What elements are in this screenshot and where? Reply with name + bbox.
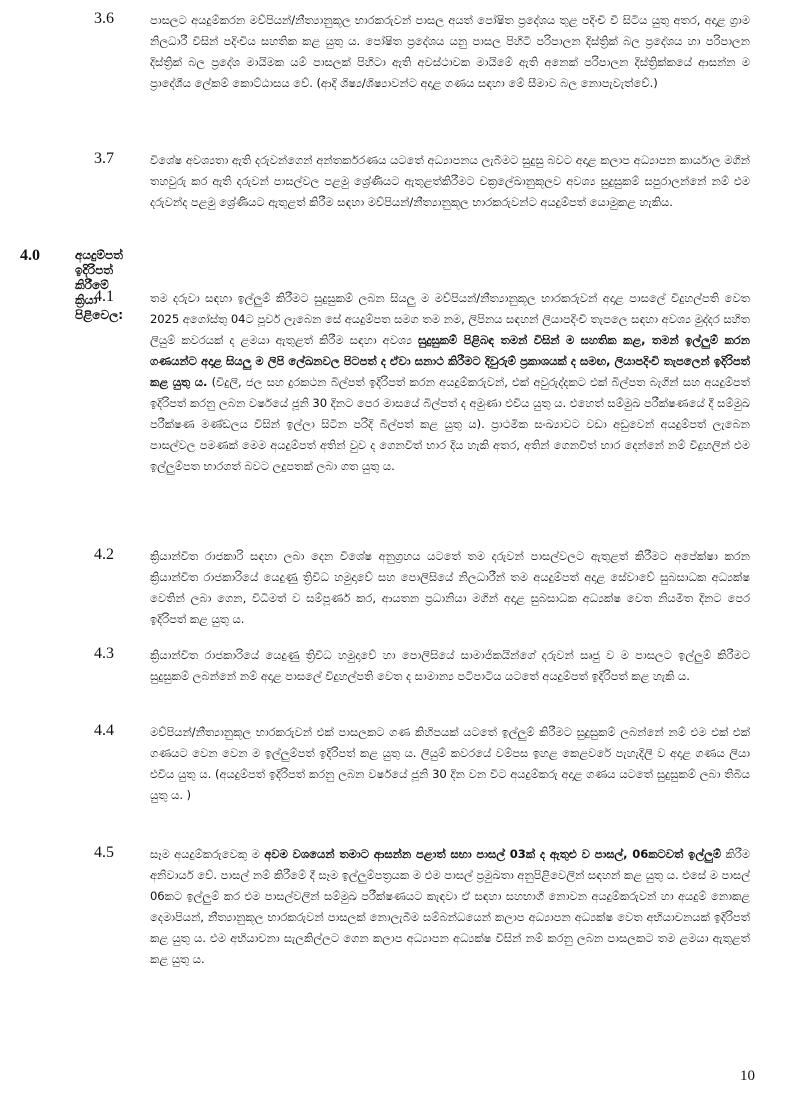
section-text: ක්‍රියාන්විත රාජකාරියේ යෙදුණු ත්‍රිවිධ හමුදාවේ හා පොලිසියේ සාමාජිකයින්ගේ දරුවන් සෘජු ව ම පාසලට ඉල්ලුම් කිරීමට සුදුසුකම් ලබන්නේ නම් අදාළ පාසලේ විදුහල්පති වෙත ද සාමාන්‍ය පටිපාටිය යටතේ අයදුම්පත් ඉදිරිපත් කළ හැකි ය.	[150, 648, 750, 683]
section-number: 4.1	[94, 288, 114, 305]
section-number: 4.3	[94, 645, 114, 662]
section-text: විශේෂ අවශ්‍යතා ඇති දරුවන්ගෙන් අන්තර්කරණය යටතේ අධ්‍යාපනය ලැබීමට සුදුසු බවට අදාළ කලාප අධ්‍යාපන කාර්යාල මගින් තහවුරු කර ඇති දරුවන් පාසල්වල පළමු ශ්‍රේණියට ඇතුළත්කිරීමට චක්‍රලේඛානුකූලව අවශ්‍ය සුදුසුකම් සපුරාලන්නේ නම් එම දරුවන්ද පළමු ශ්‍රේණියට ඇතුළත් කිරීම සඳහා මව්පියන්/නීත්‍යානුකූල භාරකරුවන්ට අයදුම්පත් යොමුකළ හැකිය.	[150, 153, 750, 209]
text-part: කිරීම අනිවාර්ය වේ. පාසල් නම් කිරීමේ දී සෑම ඉල්ලුම්පත්‍රයක ම එම පාසල් ප්‍රමුඛතා අනුපිළිවෙලින් සඳහන් කළ යුතු ය. එසේ ම පාසල් 06කට ඉල්ලුම් කර එම පාසල්වලින් සම්මුඛ පරීක්ෂණයට කැඳවා ඒ සඳහා සහභාගී නොවන අයදුම්කරුවන් හා අයදුම් නොකළ දෙමාපියන්, නීත්‍යානුකූල භාරකරුවන් පාසලක් නොලැබීම සම්බන්ධයෙන් කලාප අධ්‍යාපන අධ්‍යක්ෂ වෙත අභියාචනයක් ඉදිරිපත් කළ යුතු ය. එම අභියාචනා සැලකිල්ලට ගෙන කලාප අධ්‍යාපන අධ්‍යක්ෂ විසින් නම් කරනු ලබන පාසලකට තම ළමයා ඇතුළත් කළ යුතු ය.	[150, 847, 750, 966]
section-text: මව්පියන්/නීත්‍යානුකූල භාරකරුවන් එක් පාසලකට ගණ කිහිපයක් යටතේ ඉල්ලුම් කිරීමට සුදුසුකම් ලබන්නේ නම් එම එක් එක් ගණයට වෙන වෙන ම ඉල්ලුම්පත් ඉදිරිපත් කළ යුතු ය. ලියුම් කවරයේ වම්පස ඉහළ කෙළවරේ පැහැදිලි ව අදාළ ගණය ලියා එවිය යුතු ය. (අයදුම්පත් ඉදිරිපත් කරනු ලබන වර්ෂයේ ජූනි 30 දින වන විට අයදුම්කරු අදාළ ගණය යටතේ සුදුසුකම් ලබා තිබිය යුතු ය. )	[150, 725, 750, 802]
page-number: 10	[740, 1068, 755, 1084]
heading-number: 4.0	[20, 247, 40, 264]
section-text	[150, 844, 750, 970]
section-number: 4.5	[94, 844, 114, 861]
bold-text-part: සුදුසුකම් පිළිබඳ තමන් විසින් ම සහතික කළ, තමන් ඉල්ලුම් කරන ගණයන්ට අදාළ සියලු ම ලිපි ලේඛනවල පිටපත් ද ඒවා සනාථ කිරීමට දිවුරුම් ප්‍රකාශයක් ද සමඟ, ලියාපදිංචි තැපලෙන් ඉදිරිපත් කළ යුතු ය.	[150, 333, 750, 389]
section-number: 3.6	[94, 10, 114, 27]
section-text: ක්‍රියාන්විත රාජකාරි සඳහා ලබා දෙන විශේෂ අනුග්‍රහය යටතේ තම දරුවන් පාසල්වලට ඇතුළත් කිරීමට අපේක්ෂා කරන ක්‍රියාන්විත රාජකාරියේ යෙදුණු ත්‍රිවිධ හමුදාවේ සහ පොලිසියේ නිලධාරීන් තම අයදුම්පත් අදාළ සේවාවේ සුබසාධක අධ්‍යක්ෂ වෙතින් ලබා ගෙන, විධිමත් ව සම්පූර්ණ කර, ආයතන ප්‍රධානියා මගින් අදාළ සුබසාධක අධ්‍යක්ෂ වෙත නියමිත දිනට පෙර ඉදිරිපත් කළ යුතු ය.	[150, 549, 750, 626]
heading-title: අයදුම්පත් ඉදිරිපත් කිරීමේ ක්‍රියා පිළිවෙල:	[75, 248, 124, 322]
section-number: 3.7	[94, 150, 114, 167]
section-number: 4.2	[94, 546, 114, 563]
text-part: (විදුලි, ජල සහ දුරකථන බිල්පත් ඉදිරිපත් කරන අයදුම්කරුවන්, එක් අවුරුද්දකට එක් බිල්පත බැගින් සහ අයදුම්පත් ඉදිරිපත් කරනු ලබන වර්ෂයේ ජූනි 30 දිනට පෙර මාසයේ බිල්පත් ද අමුණා එවිය යුතු ය. එහෙත් සම්මුඛ පරීක්ෂණයේ දී සම්මුඛ පරීක්ෂණ මණ්ඩලය විසින් ඉල්ලා සිටින පරිදි බිල්පත් කළ යුතු ය). ප්‍රාථමික සංඛ්‍යාවට වඩා අඩුවෙන් අයදුම්පත් ලැබෙන පාසල්වල පමණක් මෙම අයදුම්පත් අතින් වුව ද ගෙනවිත් භාර දිය හැකි අතර, අතින් ගෙනවිත් භාර දෙන්නේ නම් විදුහලින් එම ඉල්ලුම්පත භාරගත් බවට ලදුපතක් ලබා ගත යුතු ය.	[150, 375, 750, 473]
section-text	[150, 288, 750, 477]
section-number: 4.4	[94, 722, 114, 739]
bold-text-part: අවම වශයෙන් තමාට ආසන්න පළාත් සභා පාසල් 03ක් ද ඇතුළු ව පාසල්, 06කටවත් ඉල්ලුම්	[264, 847, 722, 861]
text-part: සෑම අයදුම්කරුවෙකු ම	[150, 847, 265, 861]
text-part: තම දරුවා සඳහා ඉල්ලුම් කිරීමට සුදුසුකම් ලබන සියලු ම මව්පියන්/නීත්‍යානුකූල භාරකරුවන් අදාළ පාසලේ විදුහල්පති වෙත 2025 අගෝස්තු 04ට පූර්ව ලැබෙන සේ අයදුම්පත සමග තම නම, ලිපිනය සඳහන් ලියාපදිංචි තැපලෙ සඳහා අවශ්‍ය මුද්දර සහිත ලියුම් කවරයක් ද ළමයා ඇතුළත් කිරීම සඳහා අවශ්‍ය	[150, 291, 750, 347]
section-text: පාසලට අයදුම්කරන මව්පියන්/නීත්‍යානුකූල භාරකරුවන් පාසල අයත් පෝෂිත ප්‍රදේශය තුළ පදිංචි වී සිටිය යුතු අතර, අදාළ ග්‍රාම නිලධාරී විසින් පදිංචිය සහතික කළ යුතු ය. පෝෂිත ප්‍රදේශය යනු පාසල පිහිටි පරිපාලන දිස්ත්‍රික් බල ප්‍රදේශය හා පරිපාලන දිස්ත්‍රික් බල ප්‍රදේශ මායිමක යම් පාසලක් පිහිටා ඇති අවස්ථාවක මායිමේ ඇති අනෙක් පරිපාලන දිස්ත්‍රික්කයේ ආසන්න ම ප්‍රාදේශීය ලේකම් කොට්ඨාසය වේ. (ආදි ශිෂ්‍ය/ශිෂ්‍යාවන්ට අදාළ ගණය සඳහා මේ සීමාව බල නොපැවැත්වේ.)	[150, 13, 750, 90]
